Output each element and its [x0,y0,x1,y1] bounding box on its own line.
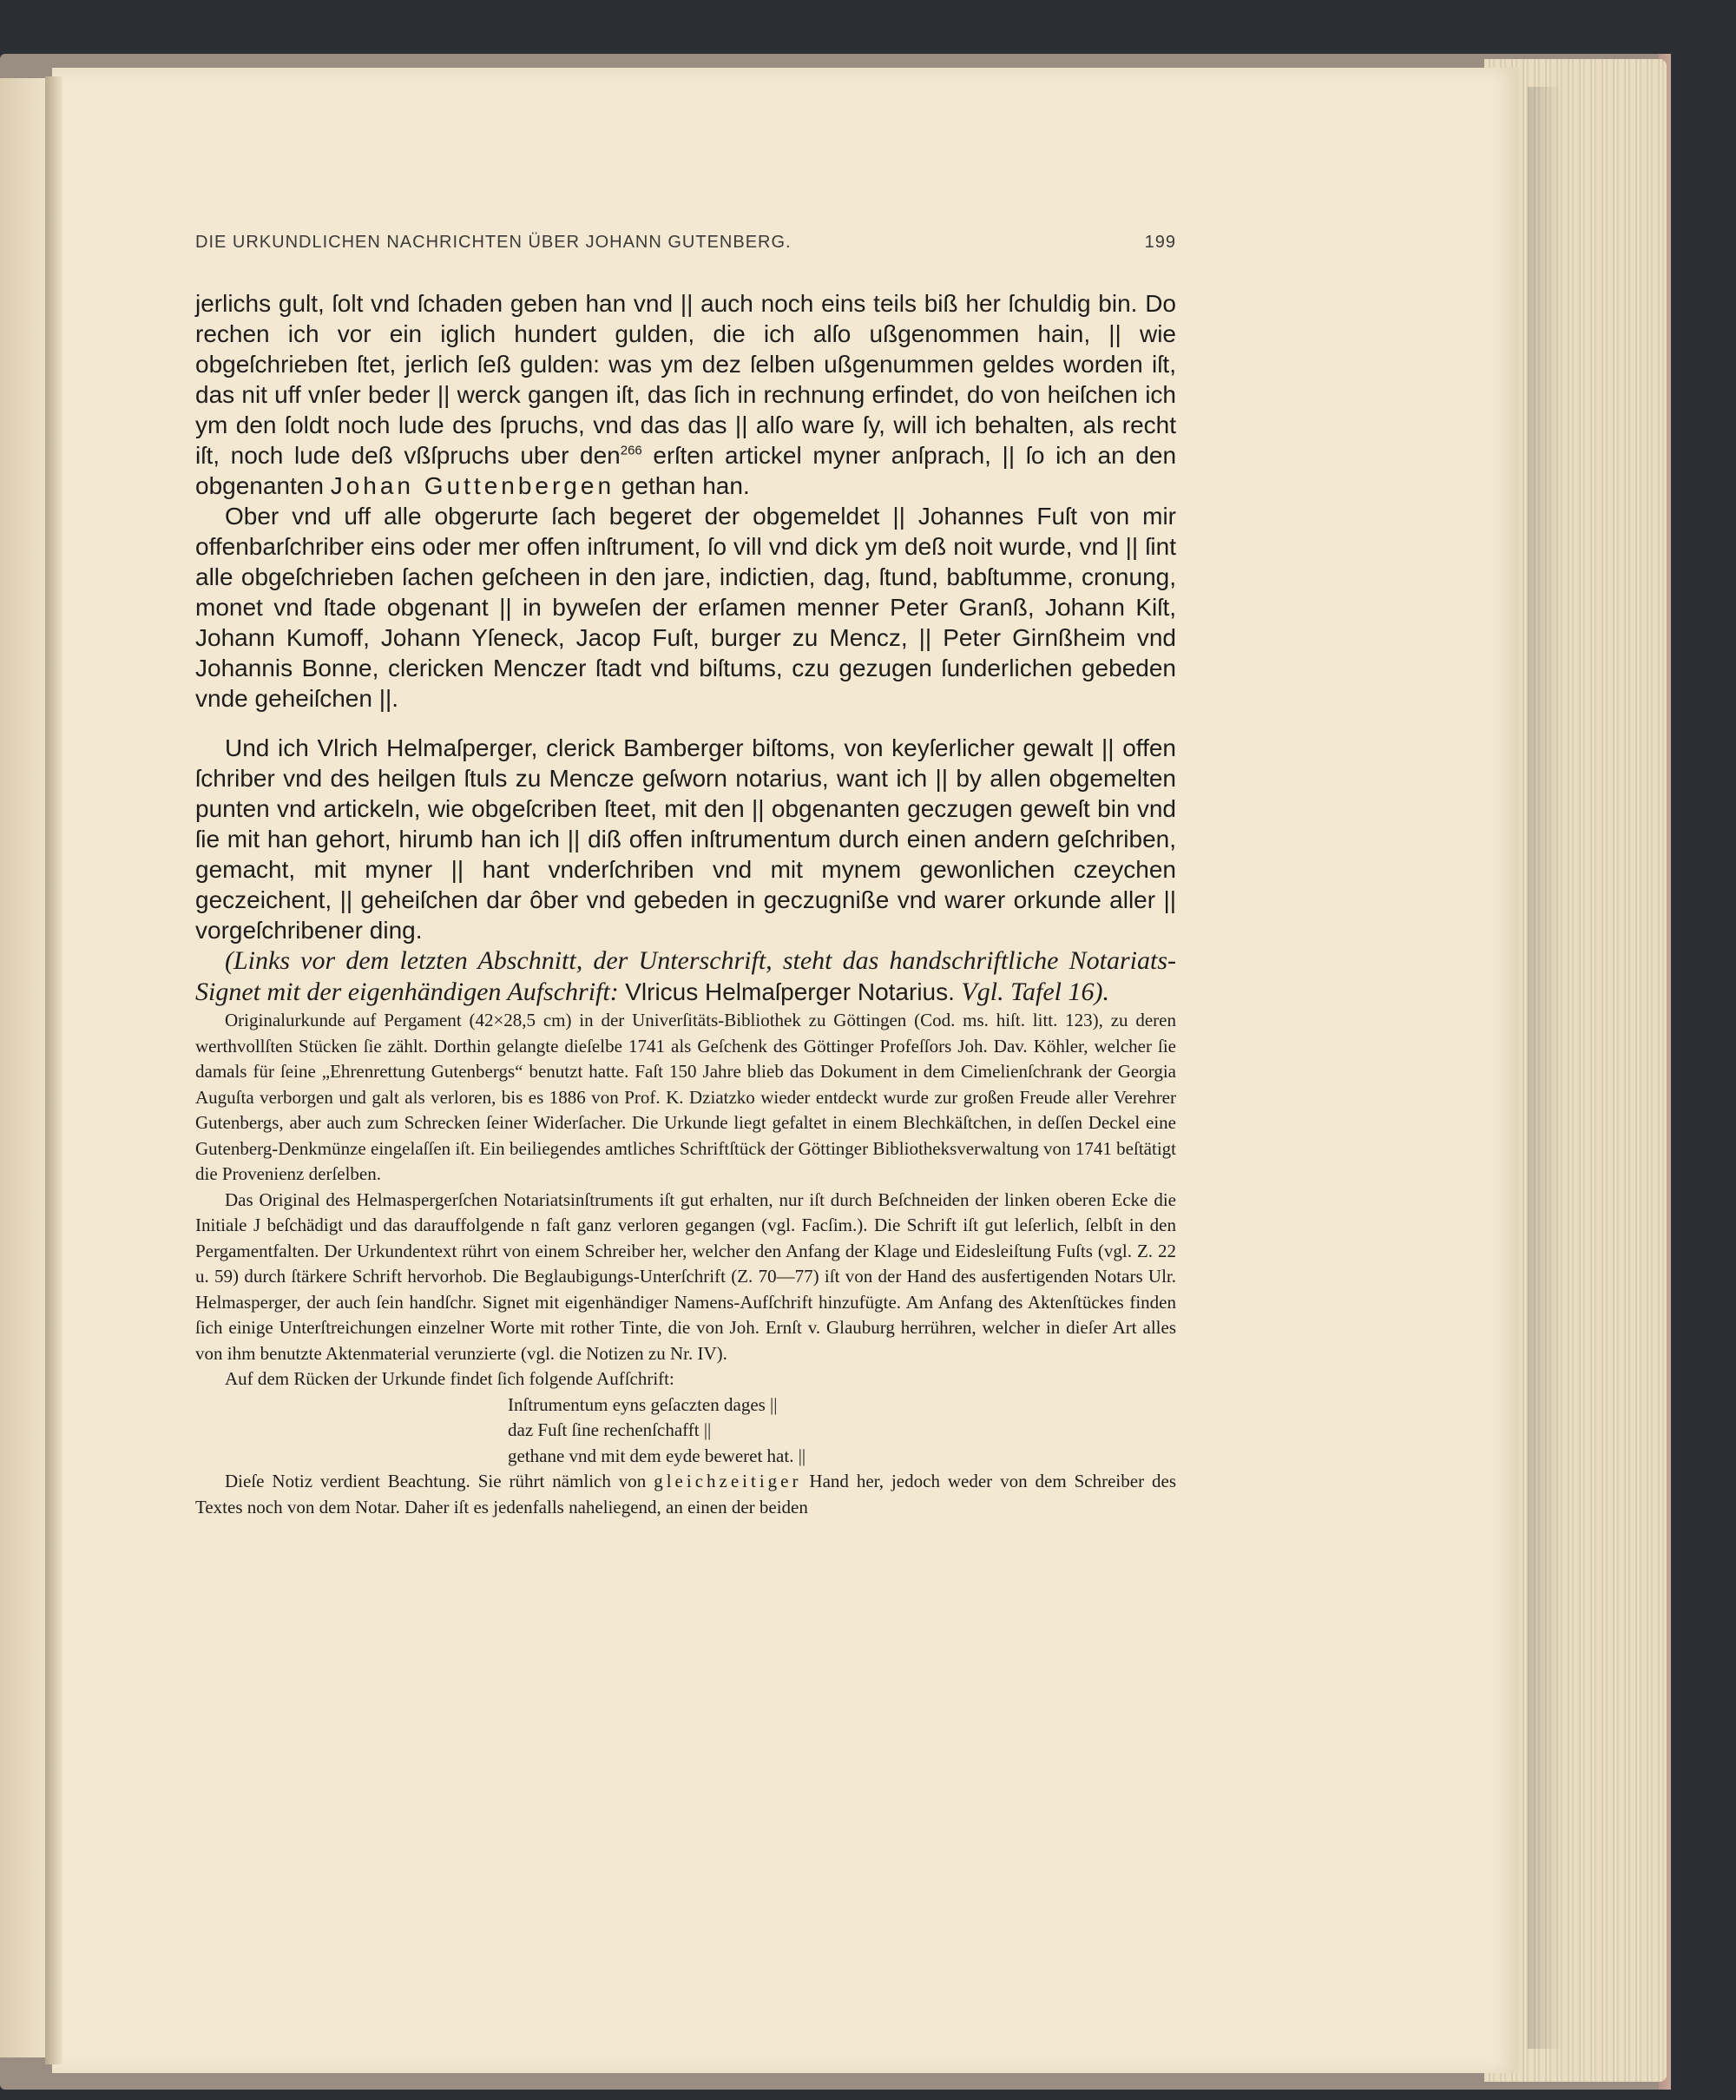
commentary-text: Dieſe Notiz verdient Beachtung. Sie rührt nämlich von [225,1471,654,1491]
commentary-paragraph-3: Auf dem Rücken der Urkunde findet ſich folgende Aufſchrift: [225,1368,674,1389]
paragraph-gap [195,714,1176,733]
line-number-marker: 266 [620,443,642,458]
running-head [195,233,1176,253]
deed-paragraph-2: Ober vnd uff alle obgerurte ſach begeret der obgemeldet || Johannes Fuſt von mir offenbarſchriber eins oder mer offen inſtrument, ſo vill vnd dick ym deß noit wurde, vnd || ſint alle obgeſchrieben ſachen geſcheen in den jare, indictien, dag, ſtund, babſtumme, cronung, monet vnd ſtade obgenant || in byweſen der erſamen menner Peter Granß, Johann Kiſt, Johann Kumoff, Johann Yſeneck, Jacop Fuſt, burger zu Mencz, || Peter Girnßheim vnd Johannis Bonne, clericken Menczer ſtadt vnd biſtums, czu gezugen ſunderlichen gebeden vnde geheiſchen ||. [195,503,1176,712]
commentary-paragraph-2: Das Original des Helmaspergerſchen Notariatsinſtruments iſt gut erhalten, nur iſt durch Beſchneiden der linken oberen Ecke die Initiale J beſchädigt und das darauffolgende n faſt ganz verloren gegangen (vgl. Facſim.). Die Schrift iſt gut leſerlich, ſelbſt in den Pergamentfalten. Der Urkundentext rührt von einem Schreiber her, welcher den Anfang der Klage und Eidesleiſtung Fuſts (vgl. Z. 22 u. 59) durch ſtärkere Schrift hervorhob. Die Beglaubigungs-Unterſchrift (Z. 70—77) iſt von der Hand des ausfertigenden Notars Ulr. Helmasperger, der auch ſein handſchr. Signet mit eigenhändiger Namens-Aufſchrift hinzufügte. Am Anfang des Aktenſtückes finden ſich einige Unterſtreichungen einzelner Worte mit rother Tinte, die von Joh. Ernſt v. Glauburg herrühren, welcher in dieſer Art alles von ihm benutzte Aktenmaterial verunzierte (vgl. die Notizen zu Nr. IV). [195,1188,1176,1364]
editorial-note [195,945,1176,1008]
commentary-paragraph-1: Originalurkunde auf Pergament (42×28,5 cm) in der Univerſitäts-Bibliothek zu Göttingen (Cod. ms. hiſt. litt. 123), zu deren werthvollſten Stücken ſie zählt. Dorthin gelangte dieſelbe 1741 als Geſchenk des Göttinger Profeſſors Joh. Dav. Köhler, welcher ſie damals für ſeine „Ehrenrettung Gutenbergs“ benutzt hatte. Faſt 150 Jahre blieb das Dokument in dem Cimelienſchrank der Georgia Auguſta verborgen und galt als verloren, bis es 1886 von Prof. K. Dziatzko wieder entdeckt wurde zur großen Freude aller Verehrer Gutenbergs, aber auch zum Schrecken ſeiner Widerſacher. Die Urkunde liegt gefaltet in einem Blechkäſtchen, in deſſen Deckel eine Gutenberg-Denkmünze eingelaſſen iſt. Ein beiliegendes amtliches Schriftſtück der Göttinger Bibliotheksverwaltung von 1741 beſtätigt die Provenienz derſelben. [195,1010,1176,1184]
note-text: Vgl. Tafel 16). [954,978,1109,1006]
facing-page-edge [0,78,50,2057]
note-text: (Links vor dem letzten Abschnitt, der Unterschrift, steht das handschriftliche Notariats-Signet mit der eigenhändigen Aufschrift: [195,946,1176,1006]
deed-text: erſten artickel myner anſprach, || ſo ich an den obgenanten [195,442,1177,499]
deed-text: jerlichs gult, ſolt vnd ſchaden geben han vnd || auch noch eins teils biß her ſchuldig bin. Do rechen ich vor ein iglich hundert gulden, die ich alſo ußgenommen hain, || wie obgeſchrieben ſtet, jerlich ſeß gulden: was ym dez ſelben ußgenummen geldes worden iſt, das nit uff vnſer beder || werck gangen iſt, das ſich in rechnung erfindet, do von heiſchen ich ym den ſoldt noch lude des ſpruchs, vnd das das || alſo ware ſy, will ich behalten, als recht iſt, noch lude deß vßſpruchs uber den [195,290,1176,469]
spaced-word: gleichzeitiger [654,1471,802,1491]
notary-attestation: Und ich Vlrich Helmaſperger, clerick Bamberger biſtoms, von keyſerlicher gewalt || offen ſchriber vnd des heilgen ſtuls zu Mencze geſworn notarius, want ich || by allen obgemelten punten vnd artickeln, wie obgeſcriben ſteet, mit den || obgenanten geczugen geweſt bin vnd ſie mit han gehort, hirumb han ich || diß offen inſtrumentum durch einen andern geſchriben, gemacht, mit myner || hant vnderſchriben vnd mit mynem gewonlichen czeychen geczeichent, || geheiſchen dar ôber vnd gebeden in geczugniße vnd warer orkunde aller || vorgeſchribener ding. [195,734,1176,944]
commentary-paragraph-4 [195,1469,1176,1520]
deed-paragraph-1 [195,288,1176,501]
verse-line: Inſtrumentum eyns geſaczten dages || [508,1393,778,1415]
deed-text: gethan han. [615,472,750,499]
spaced-name: Johan Guttenbergen [330,472,615,499]
signet-inscription: Vlricus Helmaſperger Notarius. [625,978,955,1005]
page-number: 199 [1144,233,1176,252]
running-title: DIE URKUNDLICHEN NACHRICHTEN ÜBER JOHANN GUTENBERG. [195,233,792,252]
page-curl-shadow [1528,87,1562,2049]
verse-line: daz Fuſt ſine rechenſchafft || [508,1419,712,1440]
commentary-text: Hand her, jedoch weder von dem Schreiber des Textes noch von dem Notar. Daher iſt es jedenfalls naheliegend, an einen der beiden [195,1471,1176,1517]
book-gutter [45,76,62,2064]
page-body [195,288,1176,1520]
endorsement-verses [195,1392,1176,1470]
verse-line: gethane vnd mit dem eyde beweret hat. || [508,1445,806,1466]
